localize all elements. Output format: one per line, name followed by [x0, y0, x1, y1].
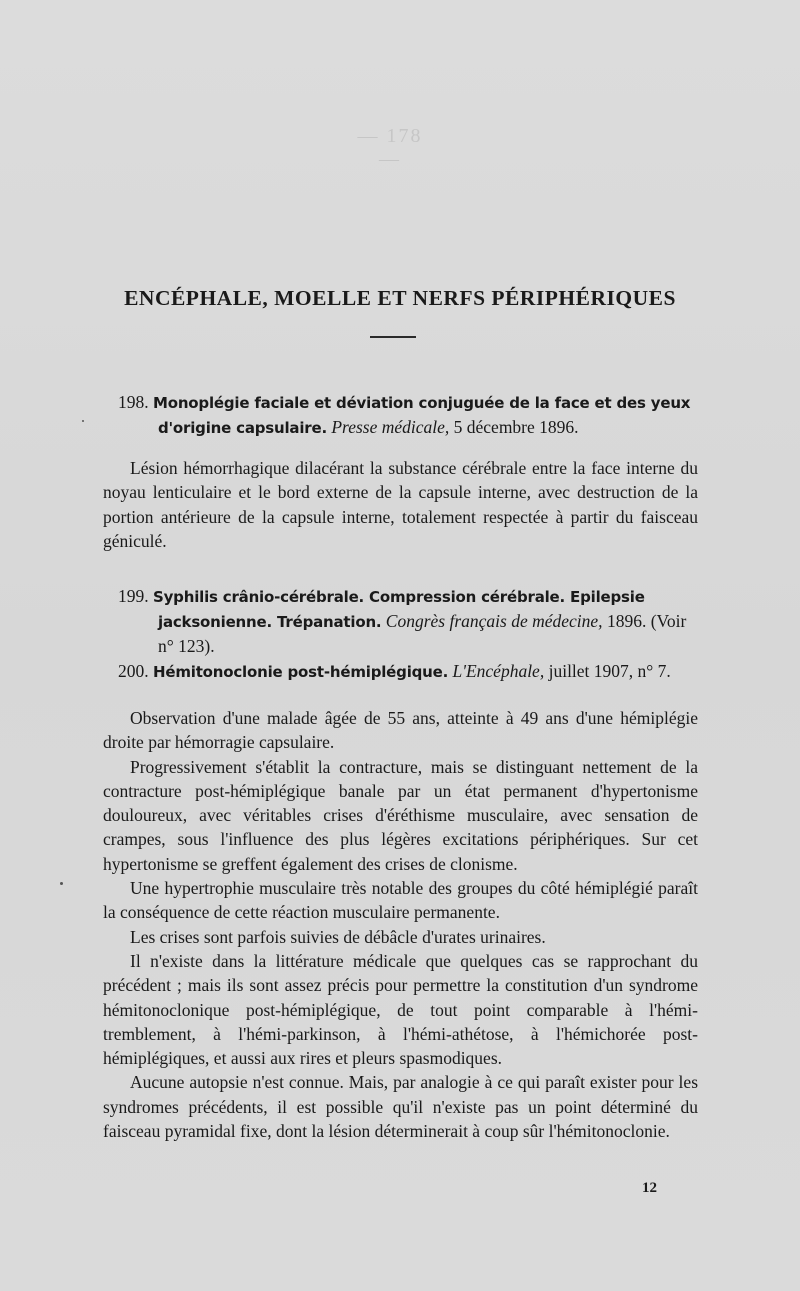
body-paragraph: Observation d'une malade âgée de 55 ans, atteinte à 49 ans d'une hémiplégie droite par hémorragie capsulaire. [103, 708, 698, 753]
entry-date: juillet 1907, n° 7. [548, 661, 671, 681]
entry-number: 200. [118, 661, 149, 681]
body-paragraph: Aucune autopsie n'est connue. Mais, par analogie à ce qui paraît exister pour les syndromes précédents, il est possible qu'il n'existe pas un point déterminé du faisceau pyramidal fixe, dont la lésion déterminerait à coup sûr l'hémitonoclonie. [103, 1072, 698, 1142]
body-paragraph: Il n'existe dans la littérature médicale que quelques cas se rapprochant du précédent ; mais ils sont assez précis pour permettre la constitution d'un syndrome hémitonoclonique post-hémiplégique, de tout point comparable à l'hémi-tremblement, à l'hémi-parkinson, à l'hémi-athétose, à l'hémichorée post-hémiplégiques, et aussi aux rires et pleurs spasmodiques. [103, 950, 698, 1069]
entry-number: 198. [118, 392, 149, 412]
ghost-folio: — 178 — [357, 125, 423, 170]
entry-date: 5 décembre 1896. [453, 417, 579, 437]
entry-date: 1896. (Voir n° 123). [158, 611, 687, 656]
section-title: ENCÉPHALE, MOELLE ET NERFS PÉRIPHÉRIQUES [124, 286, 676, 310]
scan-speck [82, 420, 84, 422]
body-paragraph: Progressivement s'établit la contracture, mais se distinguant nettement de la contracture post-hémiplégique banale par un état permanent d'hypertonisme douloureux, avec véritables crises d'éréthisme musculaire, avec sensation de crampes, sous l'influence des plus légères excitations périphériques. Sur cet hypertonisme se greffent également des crises de clonisme. [103, 756, 698, 874]
entry-198 [118, 390, 698, 440]
body-paragraph: Une hypertrophie musculaire très notable des groupes du côté hémiplégié paraît la conséquence de cette réaction musculaire permanente. [103, 878, 698, 923]
page-number: 12 [642, 1180, 657, 1196]
entry-199 [118, 584, 698, 658]
entry-source: L'Encéphale, [452, 661, 545, 681]
entry-source: Presse médicale, [331, 417, 450, 437]
title-rule [370, 336, 416, 338]
entry-200-body [103, 706, 698, 1143]
entry-title: Syphilis crânio-cérébrale. Compression cérébrale. Epilepsie jacksonienne. Trépanation. [153, 588, 645, 631]
scan-speck [60, 882, 63, 885]
body-paragraph: Les crises sont parfois suivies de débâcle d'urates urinaires. [130, 926, 546, 947]
entry-198-paragraph: Lésion hémorrhagique dilacérant la substance cérébrale entre la face interne du noyau lenticulaire et le bord externe de la capsule interne, avec destruction de la portion antérieure de la capsule interne, totalement respectée à partir du faisceau géniculé. [103, 458, 698, 551]
entry-source: Congrès français de médecine, [385, 611, 603, 631]
entry-200 [118, 659, 698, 684]
entry-number: 199. [118, 586, 149, 606]
entry-title: Monoplégie faciale et déviation conjuguée de la face et des yeux d'origine capsulaire. [153, 394, 691, 437]
entry-title: Hémitonoclonie post-hémiplégique. [153, 663, 449, 681]
